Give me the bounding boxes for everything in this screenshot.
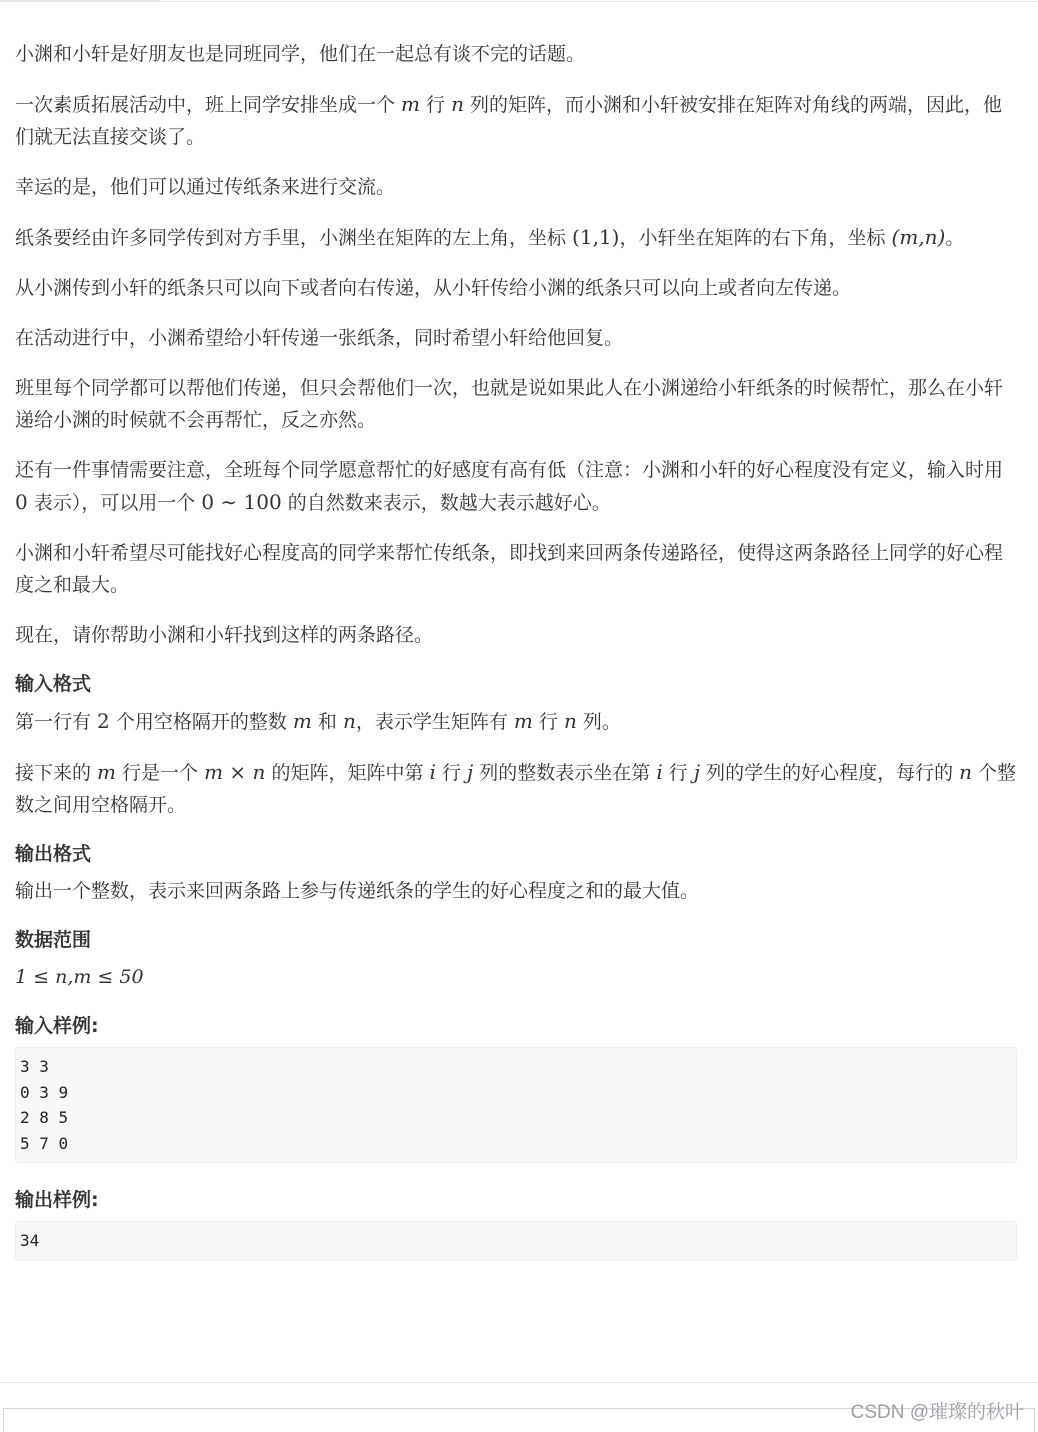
math-m: m xyxy=(97,760,117,784)
math-j: j xyxy=(693,760,701,784)
code-line: 2 8 5 xyxy=(20,1108,69,1127)
math-m: m xyxy=(513,709,533,733)
text: 还有一件事情需要注意，全班每个同学愿意帮忙的好感度有高有低（注意：小渊和小轩的好心程度没有定义，输入时用 xyxy=(15,459,1004,481)
math-two: 2 xyxy=(97,709,110,733)
text: 从小渊传到小轩的纸条只可以向下或者向右传递，从小轩传给小渊的纸条只可以向上或者向左传递。 xyxy=(15,277,852,299)
tab-underline xyxy=(0,0,160,2)
top-divider xyxy=(0,0,1038,2)
math-coord-end: (m,n) xyxy=(891,225,946,249)
text: 小渊和小轩希望尽可能找好心程度高的同学来帮忙传纸条，即找到来回两条传递路径，使得这两条路径上同学的好心程度之和最大。 xyxy=(15,542,1004,596)
paragraph-direction xyxy=(15,272,1020,304)
text: 行 xyxy=(435,762,468,784)
paragraph-intro xyxy=(15,38,1020,70)
text: 行是一个 xyxy=(116,762,205,784)
input-format-line-1 xyxy=(15,705,1020,738)
text: 个整数之间用空格隔开。 xyxy=(15,762,1017,816)
heading-sample-output: 输出样例: xyxy=(15,1189,99,1211)
sample-output-code[interactable] xyxy=(15,1221,1017,1261)
math-n: n xyxy=(959,760,973,784)
text: 班里每个同学都可以帮他们传递，但只会帮他们一次，也就是说如果此人在小渊递给小轩纸条的时候帮忙，那么在小轩递给小渊的时候就不会再帮忙，反之亦然。 xyxy=(15,377,1004,431)
input-format-line-2 xyxy=(15,756,1020,821)
paragraph-kindness xyxy=(15,454,1020,519)
math-n: n xyxy=(563,709,577,733)
heading-input-format: 输入格式 xyxy=(15,673,92,695)
text: 一次素质拓展活动中，班上同学安排坐成一个 xyxy=(15,94,402,116)
math-n: n xyxy=(451,92,464,116)
paragraph-help-once xyxy=(15,372,1020,436)
math-m: m xyxy=(401,92,421,116)
paragraph-coords xyxy=(15,221,1020,254)
text: 的自然数来表示，数越大表示越好心。 xyxy=(281,492,611,514)
text: 小渊和小轩是好朋友也是同班同学，他们在一起总有谈不完的话题。 xyxy=(15,43,586,65)
text: 在活动进行中，小渊希望给小轩传递一张纸条，同时希望小轩给他回复。 xyxy=(15,327,624,349)
sample-input-code[interactable] xyxy=(15,1047,1017,1163)
math-m: m xyxy=(292,709,312,733)
text: 表示），可以用一个 xyxy=(27,492,202,514)
text: 行 xyxy=(532,711,564,733)
text: 行 xyxy=(662,762,694,784)
text: ，表示学生矩阵有 xyxy=(355,711,514,733)
problem-content xyxy=(15,38,1020,1283)
text: 行 xyxy=(420,94,452,116)
paragraph-reply xyxy=(15,322,1020,354)
text: 的矩阵，矩阵中第 xyxy=(265,762,430,784)
text: 幸运的是，他们可以通过传纸条来进行交流。 xyxy=(15,176,396,198)
code-line: 0 3 9 xyxy=(20,1082,69,1102)
text: 个用空格隔开的整数 xyxy=(109,711,293,733)
heading-sample-input: 输入样例: xyxy=(15,1015,99,1037)
text: 列的整数表示坐在第 xyxy=(473,762,657,784)
code-line: 34 xyxy=(20,1231,40,1250)
math-n: n xyxy=(342,709,356,733)
text: 。 xyxy=(945,227,965,249)
text: 列。 xyxy=(576,711,621,733)
math-zero: 0 xyxy=(15,490,28,514)
text: 列的学生的好心程度，每行的 xyxy=(700,762,960,784)
math-i: i xyxy=(429,760,436,784)
text: 纸条要经由许多同学传到对方手里，小渊坐在矩阵的左上角，坐标 xyxy=(15,227,573,249)
math-m-times-n: m × n xyxy=(204,760,266,784)
text: 第一行有 xyxy=(15,711,98,733)
math-i: i xyxy=(656,760,663,784)
math-range: 0 ∼ 100 xyxy=(201,490,282,514)
paragraph-request xyxy=(15,619,1020,651)
paragraph-matrix xyxy=(15,88,1020,153)
code-line: 5 7 0 xyxy=(20,1133,69,1153)
data-range-formula: 1 ≤ n,m ≤ 50 xyxy=(15,966,144,988)
math-j: j xyxy=(467,760,474,784)
math-coord-start: (1,1) xyxy=(572,225,620,249)
paragraph-goal xyxy=(15,537,1020,601)
code-line: 3 3 xyxy=(20,1057,49,1076)
text: 列的矩阵，而小渊和小轩被安排在矩阵对角线的两端，因此，他们就无法直接交谈了。 xyxy=(15,94,1003,148)
text: 现在，请你帮助小渊和小轩找到这样的两条路径。 xyxy=(15,624,434,646)
text: 接下来的 xyxy=(15,762,98,784)
text: ，小轩坐在矩阵的右下角，坐标 xyxy=(619,227,892,249)
csdn-watermark: CSDN @璀璨的秋叶 xyxy=(850,1402,1024,1423)
paragraph-lucky xyxy=(15,171,1020,203)
bottom-divider xyxy=(0,1382,1038,1383)
heading-output-format: 输出格式 xyxy=(15,843,92,865)
heading-data-range: 数据范围 xyxy=(15,929,92,951)
output-format-text: 输出一个整数，表示来回两条路上参与传递纸条的学生的好心程度之和的最大值。 xyxy=(15,880,700,902)
text: 和 xyxy=(311,711,343,733)
